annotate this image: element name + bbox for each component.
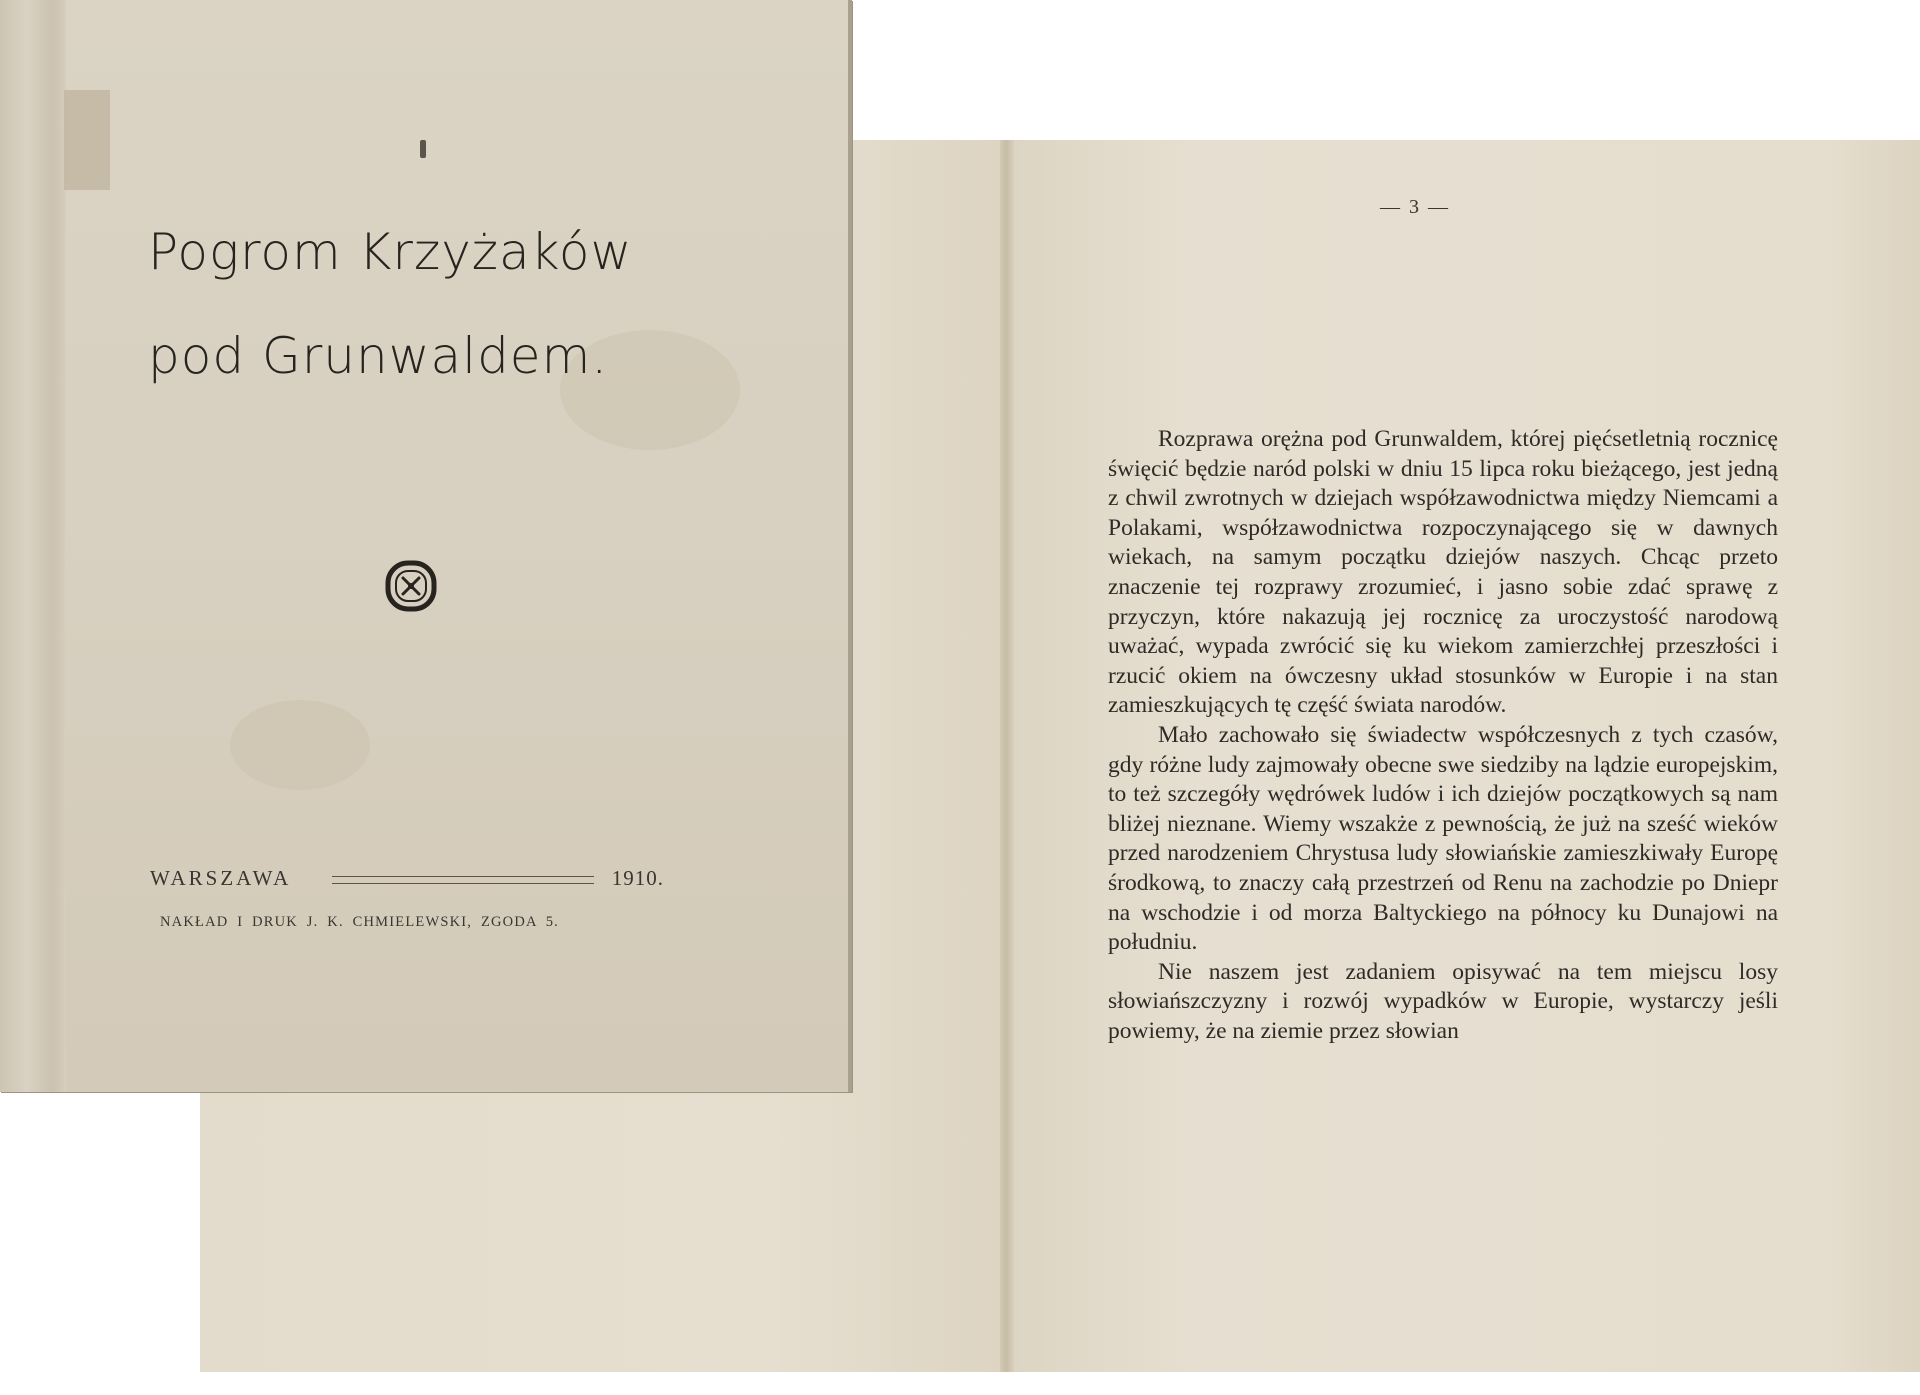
paragraph-2: Mało zachowało się świadectw współczesnych z tych czasów, gdy różne ludy zajmowały obecne swe siedziby na lądzie europejskim, to też szczegóły wędrówek ludów i ich dziejów początkowych są nam bliżej nieznane. Wiemy wszakże z pewnością, że już na sześć wieków przed narodzeniem Chrystusa ludy słowiańskie zamieszkiwały Europę środkową, to znaczy całą przestrzeń od Renu na zachodzie po Dniepr na wschodzie i od morza Baltyckiego na północy ku Dunajowi na południu. (1108, 721, 1778, 956)
cover-spine (0, 0, 66, 1092)
cover-city-row (150, 866, 664, 896)
cover-edge (848, 0, 852, 1092)
front-cover (0, 0, 852, 1092)
cover-double-rule (332, 876, 594, 884)
cover-title-line-2: pod Grunwaldem. (148, 327, 609, 385)
page-three (1008, 140, 1920, 1372)
cover-imprint: NAKŁAD I DRUK J. K. CHMIELEWSKI, ZGODA 5. (160, 914, 559, 930)
page-number: — 3 — (1380, 196, 1450, 218)
ink-mark (420, 140, 426, 158)
cover-year: 1910. (611, 866, 664, 890)
publisher-emblem-icon (385, 560, 437, 612)
cover-title (148, 200, 632, 408)
paragraph-1: Rozprawa orężna pod Grunwaldem, której pięćsetletnią rocznicę święcić będzie naród polski w dniu 15 lipca roku bieżącego, jest jedną z chwil zwrotnych w dziejach współzawodnictwa między Niemcami a Polakami, współzawodnictwa rozpoczynającego się w dawnych wiekach, na samym początku dziejów naszych. Chcąc przeto znaczenie tej rozprawy zrozumieć, i jasno sobie zdać sprawę z przyczyn, które nakazują jej rocznicę za uroczystość narodową uważać, wypada zwrócić się ku wiekom zamierzchłej przeszłości i rzucić okiem na ówczesny układ stosunków w Europie i na stan zamieszkujących tę część świata narodów. (1108, 426, 1778, 719)
page-body-text (1108, 425, 1778, 1046)
paragraph-3: Nie naszem jest zadaniem opisywać na tem miejscu losy słowiańszczyzny i rozwój wypadków w Europie, wystarczy jeśli powiemy, że na ziemie przez słowian (1108, 958, 1778, 1044)
cover-binding-tab (64, 90, 110, 190)
cover-city: WARSZAWA (150, 866, 292, 890)
paper-stain (230, 700, 370, 790)
cover-title-line-1: Pogrom Krzyżaków (148, 223, 633, 281)
